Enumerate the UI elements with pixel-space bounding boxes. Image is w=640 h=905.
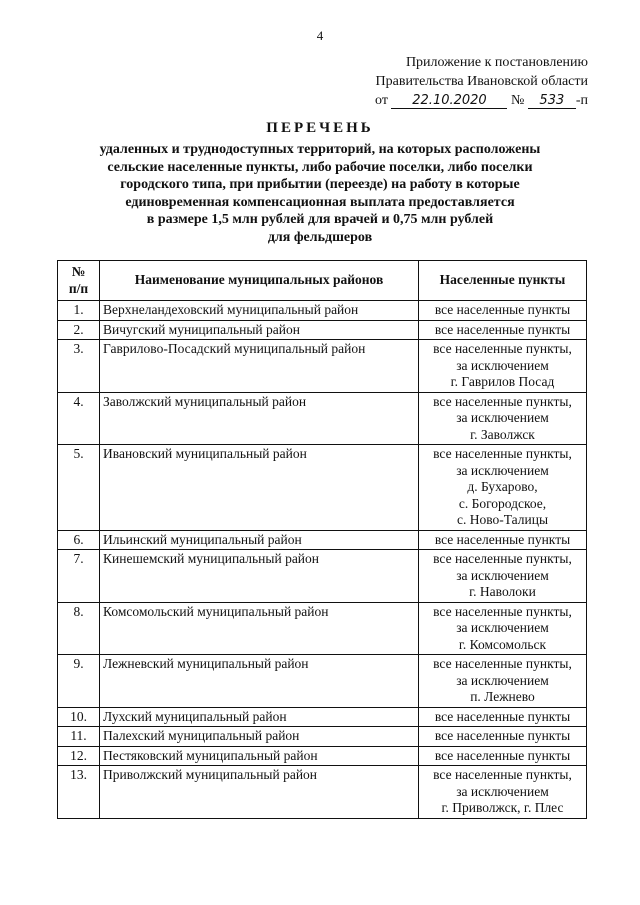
table-row [58, 530, 587, 550]
settlement-line: за исключением [456, 783, 549, 799]
settlement-line: за исключением [456, 462, 549, 478]
row-settlements [419, 445, 587, 531]
row-number: 2. [58, 320, 100, 340]
settlement-line: за исключением [456, 410, 549, 425]
row-district: Лежневский муниципальный район [100, 655, 419, 708]
row-district: Приволжский муниципальный район [100, 766, 419, 819]
row-number: 12. [58, 746, 100, 766]
settlement-line: все населенные пункты [434, 321, 571, 337]
row-number: 11. [58, 727, 100, 747]
header-number [58, 261, 100, 301]
number-label: № [510, 93, 525, 108]
row-settlements [419, 727, 587, 747]
table-row [58, 320, 587, 340]
appendix-line-1: Приложение к постановлению [405, 55, 588, 70]
header-number-abbr: п/п [68, 280, 89, 296]
settlement-line: за исключением [456, 672, 549, 688]
document-title: ПЕРЕЧЕНЬ [266, 120, 374, 136]
table-row [58, 301, 587, 321]
districts-table [57, 260, 587, 819]
subtitle-line: сельские населенные пункты, либо рабочие поселки, либо поселки [107, 159, 533, 175]
table-row [58, 445, 587, 531]
settlement-line: все населенные пункты [434, 302, 571, 317]
subtitle-line: городского типа, при прибытии (переезде) на работу в которые [120, 177, 520, 192]
row-number: 1. [58, 301, 100, 321]
row-settlements [419, 320, 587, 340]
settlement-line: все населенные пункты, [433, 656, 572, 671]
row-settlements [419, 340, 587, 393]
row-district: Гаврилово-Посадский муниципальный район [100, 340, 419, 393]
settlement-line: за исключением [456, 567, 549, 583]
table-header-row [58, 261, 587, 301]
settlement-line: все населенные пункты [434, 708, 571, 724]
table-row [58, 766, 587, 819]
row-district: Кинешемский муниципальный район [100, 550, 419, 603]
row-number: 10. [58, 707, 100, 727]
subtitle-line: удаленных и труднодоступных территорий, на которых расположены [99, 142, 541, 157]
subtitle-line: для фельдшеров [267, 229, 373, 245]
table-row [58, 550, 587, 603]
appendix-date-line [328, 91, 588, 110]
settlement-line: г. Гаврилов Посад [450, 374, 555, 389]
table-row [58, 392, 587, 445]
settlement-line: с. Богородское, [458, 495, 547, 511]
settlement-line: все населенные пункты, [433, 446, 572, 461]
row-settlements [419, 301, 587, 321]
settlement-line: с. Ново-Талицы [456, 512, 549, 527]
row-district: Вичугский муниципальный район [100, 320, 419, 340]
settlement-line: все населенные пункты [434, 531, 571, 547]
row-number: 4. [58, 392, 100, 445]
row-district: Заволжский муниципальный район [100, 392, 419, 445]
table-body [58, 301, 587, 819]
settlement-line: все населенные пункты [434, 747, 571, 763]
header-settlements: Населенные пункты [419, 261, 587, 301]
handwritten-date: 22.10.2020 [391, 93, 507, 109]
document-subtitle [60, 141, 580, 246]
row-settlements [419, 530, 587, 550]
number-suffix: -п [575, 93, 588, 108]
row-settlements [419, 550, 587, 603]
appendix-line-2: Правительства Ивановской области [375, 74, 588, 89]
settlement-line: за исключением [456, 357, 549, 373]
row-settlements [419, 707, 587, 727]
settlement-line: п. Лежнево [470, 689, 535, 704]
settlement-line: за исключением [456, 620, 549, 635]
row-district: Палехский муниципальный район [100, 727, 419, 747]
settlement-line: все населенные пункты [434, 728, 571, 743]
header-number-sign: № [71, 264, 86, 279]
settlement-line: д. Бухарово, [467, 479, 538, 494]
handwritten-number: 533 [528, 93, 576, 109]
table-row [58, 707, 587, 727]
row-number: 6. [58, 530, 100, 550]
settlement-line: г. Заволжск [470, 426, 535, 442]
row-district: Лухский муниципальный район [100, 707, 419, 727]
row-number: 5. [58, 445, 100, 531]
row-district: Пестяковский муниципальный район [100, 746, 419, 766]
row-number: 7. [58, 550, 100, 603]
settlement-line: г. Комсомольск [458, 636, 547, 652]
row-number: 3. [58, 340, 100, 393]
appendix-header [328, 53, 588, 110]
subtitle-line: в размере 1,5 млн рублей для врачей и 0,75 млн рублей [146, 212, 494, 227]
row-district: Комсомольский муниципальный район [100, 602, 419, 655]
settlement-line: все населенные пункты, [433, 551, 572, 566]
row-settlements [419, 655, 587, 708]
subtitle-line: единовременная компенсационная выплата предоставляется [125, 194, 515, 210]
table-row [58, 602, 587, 655]
page-number: 4 [316, 28, 324, 43]
row-number: 13. [58, 766, 100, 819]
settlement-line: все населенные пункты, [433, 341, 572, 356]
header-area: Наименование муниципальных районов [100, 261, 419, 301]
row-settlements [419, 392, 587, 445]
row-settlements [419, 746, 587, 766]
row-district: Верхнеландеховский муниципальный район [100, 301, 419, 321]
table-row [58, 727, 587, 747]
settlement-line: все населенные пункты, [433, 767, 572, 782]
settlement-line: г. Приволжск, г. Плес [441, 800, 564, 815]
table-row [58, 746, 587, 766]
row-district: Ивановский муниципальный район [100, 445, 419, 531]
row-settlements [419, 602, 587, 655]
settlement-line: все населенные пункты, [433, 603, 572, 619]
row-district: Ильинский муниципальный район [100, 530, 419, 550]
settlement-line: все населенные пункты, [433, 393, 572, 409]
from-label: от [375, 93, 388, 108]
table-row [58, 340, 587, 393]
table-row [58, 655, 587, 708]
row-number: 9. [58, 655, 100, 708]
row-settlements [419, 766, 587, 819]
settlement-line: г. Наволоки [469, 584, 536, 599]
row-number: 8. [58, 602, 100, 655]
